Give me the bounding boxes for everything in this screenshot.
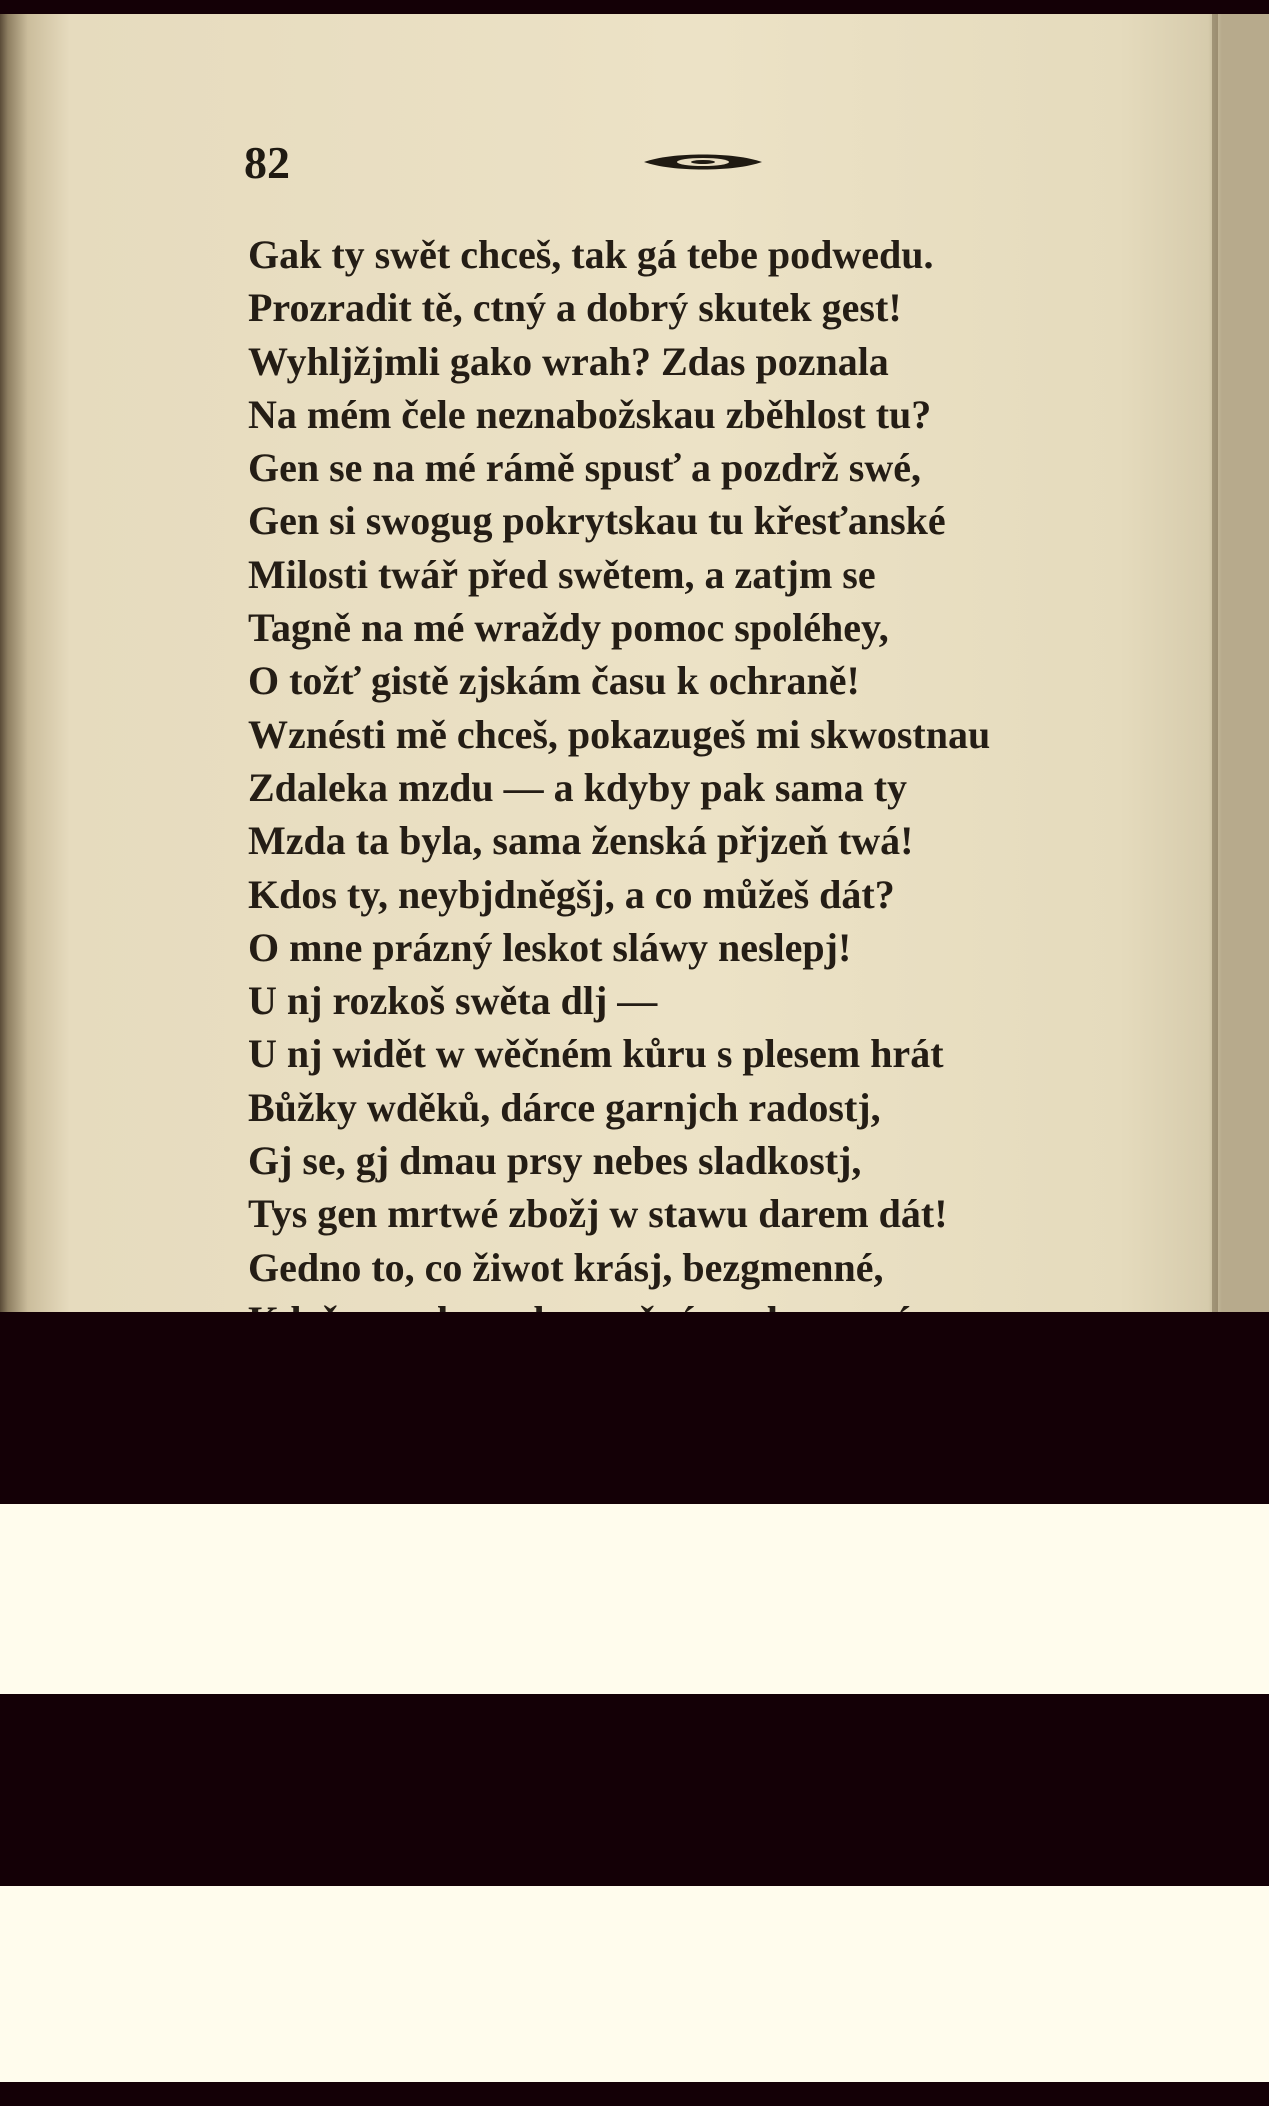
poem-line: Zdaleka mzdu — a kdyby pak sama ty	[248, 764, 908, 810]
scan-margin-dark	[0, 1312, 1269, 1520]
poem-line: Na mém čele neznabožskau zběhlost tu?	[248, 391, 932, 437]
scan-margin-light	[0, 1886, 1269, 2082]
poem-line: Wyhljžjmli gako wrah? Zdas poznala	[248, 338, 889, 384]
ornament-rule-icon	[642, 144, 764, 180]
scan-margin-dark	[0, 1694, 1269, 1886]
poem-line: Prozradit tě, ctný a dobrý skutek gest!	[248, 285, 902, 331]
poem-line: U nj widět w wěčném kůru s plesem hrát	[248, 1031, 944, 1077]
poem-line: O mne prázný leskot sláwy neslepj!	[248, 924, 852, 970]
poem-line: O tožť gistě zjskám času k ochraně!	[248, 658, 860, 704]
poem-line: Mzda ta byla, sama ženská přjzeň twá!	[248, 818, 914, 864]
poem-line: Gj se, gj dmau prsy nebes sladkostj,	[248, 1138, 862, 1184]
poem-line: Tagně na mé wraždy pomoc spoléhey,	[248, 605, 889, 651]
poem-text	[248, 228, 990, 1347]
poem-line: Gak ty swět chceš, tak gá tebe podwedu.	[248, 232, 934, 277]
poem-line: Kdos ty, neybjdněgšj, a co můžeš dát?	[248, 871, 895, 917]
poem-line: Gen si swogug pokrytskau tu křesťanské	[248, 498, 946, 544]
poem-line: Tys gen mrtwé zbožj w stawu darem dát!	[248, 1191, 948, 1237]
page-number: 82	[244, 137, 290, 188]
book-page	[0, 14, 1269, 1312]
poem-line: Gedno to, co žiwot krásj, bezgmenné,	[248, 1244, 884, 1290]
poem-line: Bůžky wděků, dárce garnjch radostj,	[248, 1084, 881, 1130]
poem-line: Gen se na mé rámě spusť a pozdrž swé,	[248, 445, 922, 491]
poem-line: U nj rozkoš swěta dlj —	[248, 978, 658, 1024]
poem-line: Wznésti mě chceš, pokazugeš mi skwostnau	[248, 711, 991, 757]
poem-line: Milosti twář před swětem, a zatjm se	[248, 551, 876, 597]
scan-margin-dark	[0, 2082, 1269, 2106]
scan-margin-light	[0, 1504, 1269, 1694]
